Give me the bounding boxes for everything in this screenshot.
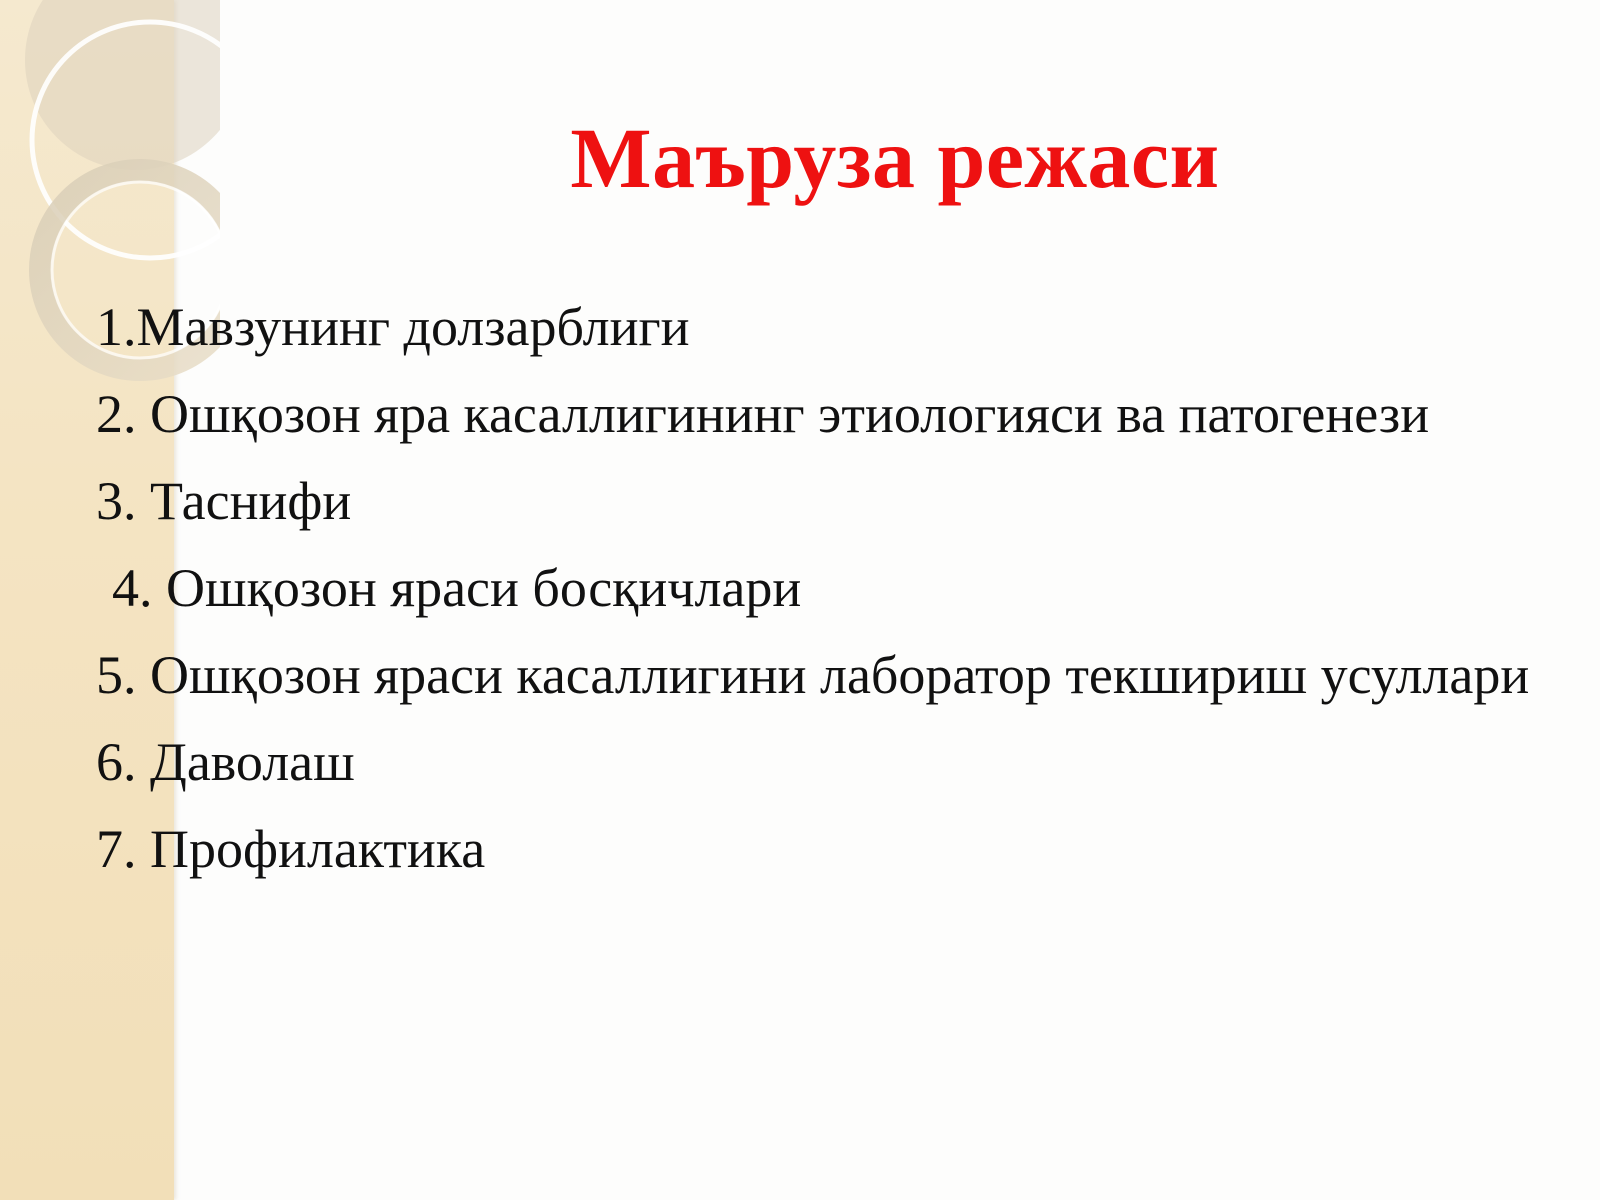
agenda-item: 6. Даволаш <box>96 732 355 792</box>
agenda-item: 1.Мавзунинг долзарблиги <box>96 297 690 357</box>
agenda-item: 3. Таснифи <box>96 471 352 531</box>
agenda-list <box>96 290 1536 899</box>
agenda-item: 2. Ошқозон яра касаллигининг этиологияси ва патогенези <box>96 384 1430 444</box>
slide-title: Маъруза режаси <box>570 110 1220 206</box>
agenda-item: 7. Профилактика <box>96 819 486 879</box>
agenda-item: 5. Ошқозон яраси касаллигини лаборатор текшириш усуллари <box>96 645 1530 705</box>
agenda-item: 4. Ошқозон яраси босқичлари <box>112 558 802 618</box>
